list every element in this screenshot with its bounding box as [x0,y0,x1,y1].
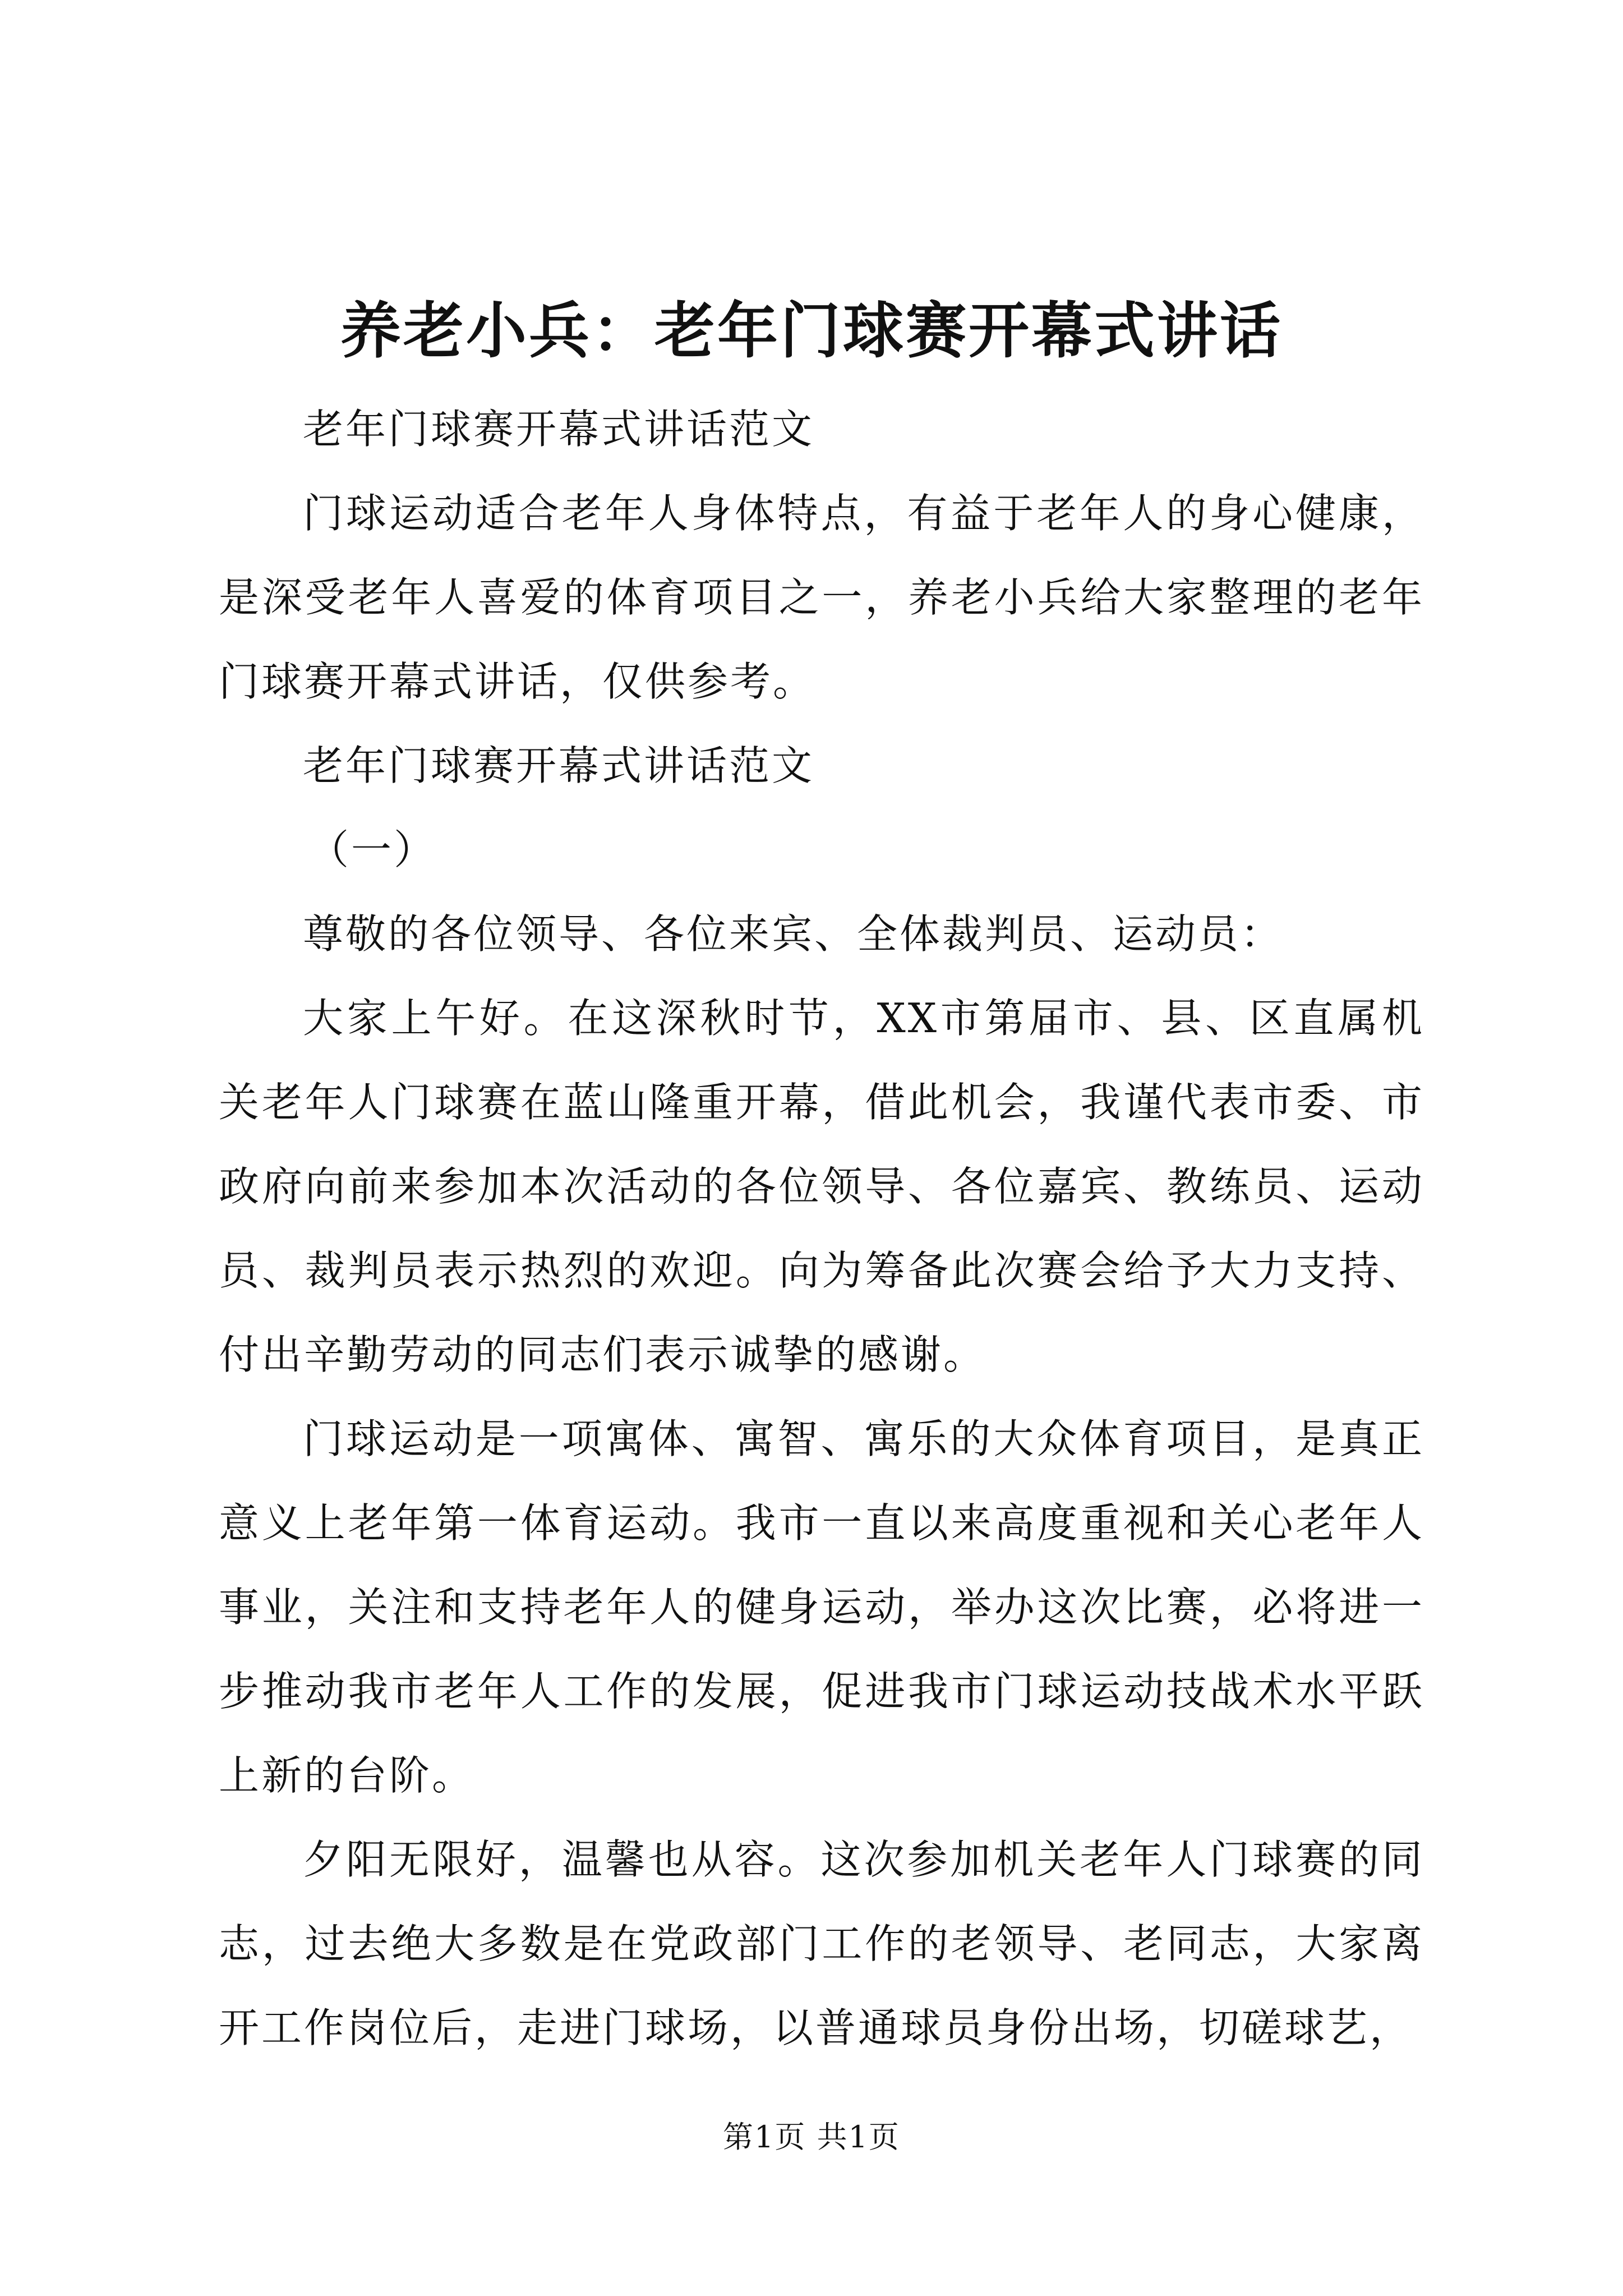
document-body [219,387,1424,2070]
intro-paragraph: 门球运动适合老年人身体特点，有益于老年人的身心健康，是深受老年人喜爱的体育项目之一，养老小兵给大家整理的老年门球赛开幕式讲话，仅供参考。 [219,490,1424,705]
body-paragraph: 夕阳无限好，温馨也从容。这次参加机关老年人门球赛的同志，过去绝大多数是在党政部门工作的老领导、老同志，大家离开工作岗位后，走进门球场，以普通球员身份出场，切磋球艺， [219,1836,1424,2051]
section-number: （一） [308,826,437,873]
page-footer: 第1页 共1页 [723,2119,900,2155]
section-heading: 老年门球赛开幕式讲话范文 [303,406,815,453]
salutation: 尊敬的各位领导、各位来宾、全体裁判员、运动员： [303,910,1284,958]
document-title: 养老小兵：老年门球赛开幕式讲话 [340,296,1283,366]
body-paragraph: 大家上午好。在这深秋时节，XX市第届市、县、区直属机关老年人门球赛在蓝山隆重开幕，借此机会，我谨代表市委、市政府向前来参加本次活动的各位领导、各位嘉宾、教练员、运动员、裁判员表示热烈的欢迎。向为筹备此次赛会给予大力支持、付出辛勤劳动的同志们表示诚挚的感谢。 [219,995,1424,1378]
section-heading: 老年门球赛开幕式讲话范文 [303,742,815,789]
body-paragraph: 门球运动是一项寓体、寓智、寓乐的大众体育项目，是真正意义上老年第一体育运动。我市一直以来高度重视和关心老年人事业，关注和支持老年人的健身运动，举办这次比赛，必将进一步推动我市老年人工作的发展，促进我市门球运动技战术水平跃上新的台阶。 [219,1415,1424,1799]
